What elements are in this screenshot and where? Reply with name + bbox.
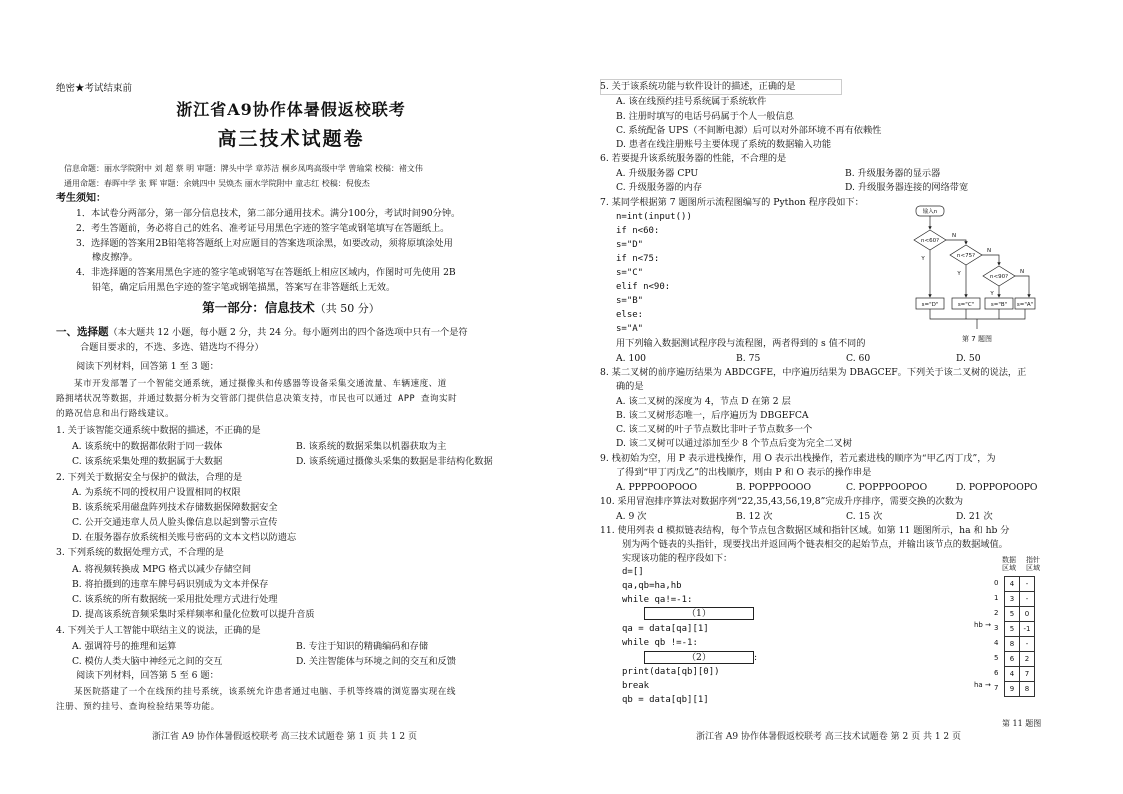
q5-option-a: A. 该在线预约挂号系统属于系统软件 — [616, 96, 767, 107]
q1-option-d: D. 该系统通过摄像头采集的数据是非结构化数据 — [296, 456, 493, 467]
link-ptr-cell: - — [1020, 577, 1035, 592]
q8-option-d: D. 该二叉树可以通过添加至少 8 个节点后变为完全二叉树 — [616, 438, 852, 449]
flow-out-b-label: s="B" — [990, 302, 1008, 308]
q2-option-b: B. 该系统采用磁盘阵列技术存储数据保障数据安全 — [72, 502, 278, 513]
notice-item: 4．非选择题的答案用黑色字迹的签字笔或钢笔写在答题纸上相应区域内，作图时可先使用 2B — [76, 267, 456, 278]
blank-2-colon: : — [754, 652, 758, 663]
read-note-1: 阅读下列材料，回答第 1 至 3 题： — [76, 361, 219, 372]
link-index-label: 5 — [994, 654, 999, 662]
link-ptr-cell: -1 — [1020, 622, 1035, 637]
flow-yes-label: Y — [957, 271, 961, 277]
link-table — [1004, 576, 1035, 697]
flow-out-d-label: s="D" — [921, 302, 939, 308]
question-8-stem-2: 确的是 — [616, 381, 644, 392]
link-ptr-cell: - — [1020, 592, 1035, 607]
section-heading — [56, 326, 468, 339]
q7-code-line: if n<60: — [616, 226, 660, 236]
link-index-label: 1 — [994, 594, 999, 602]
question-9-stem: 9. 栈初始为空，用 P 表示进栈操作，用 O 表示出栈操作，若元素进栈的顺序为“甲乙丙丁戊”，为 — [600, 453, 996, 464]
link-index-label: 4 — [994, 639, 999, 647]
q7-tail: 用下列输入数据测试程序段与流程图，两者得到的 s 值不同的 — [616, 338, 866, 349]
q3-option-c: C. 该系统的所有数据统一采用批处理方式进行处理 — [72, 594, 278, 605]
link-table-row — [1005, 592, 1035, 607]
notice-item: 橡皮擦净。 — [92, 252, 138, 263]
notice-item: 1．本试卷分两部分，第一部分信息技术，第二部分通用技术。满分100分，考试时间90分钟。 — [76, 208, 461, 219]
q8-option-a: A. 该二叉树的深度为 4，节点 D 在第 2 层 — [616, 396, 791, 407]
question-3-stem: 3. 下列系统的数据处理方式，不合理的是 — [56, 547, 224, 558]
link-data-cell: 3 — [1005, 592, 1020, 607]
q8-option-b: B. 该二叉树形态唯一，后序遍历为 DBGEFCA — [616, 410, 809, 421]
ha-pointer — [974, 681, 991, 689]
flow-no-label: N — [1019, 269, 1025, 275]
q7-code-line: if n<75: — [616, 254, 660, 264]
page-2 — [600, 0, 1070, 794]
q7-option-c: C. 60 — [846, 353, 871, 364]
q6-option-b: B. 升级服务器的显示器 — [845, 168, 941, 179]
q11-code-line: break — [622, 681, 650, 691]
q9-option-d: D. POPPOPOOPO — [956, 482, 1038, 493]
passage-line: 路拥堵状况等数据，并通过数据分析为交管部门提供信息决策支持，市民也可以通过 APP 查询实时 — [56, 394, 458, 404]
link-table-row — [1005, 637, 1035, 652]
part-title — [56, 301, 526, 315]
link-index-label: 6 — [994, 669, 999, 677]
link-table-row — [1005, 652, 1035, 667]
passage-line: 注册、预约挂号、查询检验结果等功能。 — [56, 702, 220, 712]
q5-option-b: B. 注册时填写的电话号码属于个人一般信息 — [616, 111, 794, 122]
page-1 — [56, 0, 526, 794]
section-desc-2: 合题目要求的，不选、多选、错选均不得分） — [80, 342, 264, 353]
question-5-stem: 5. 关于该系统功能与软件设计的描述，正确的是 — [600, 81, 796, 92]
exam-title: 浙江省A9协作体暑假返校联考 — [176, 100, 406, 119]
link-index-label: 2 — [994, 609, 999, 617]
part-title-text: 第一部分：信息技术 — [202, 300, 315, 315]
q10-option-d: D. 21 次 — [956, 511, 993, 522]
q9-option-c: C. POPPPOOPOO — [846, 482, 928, 493]
question-8-stem: 8. 某二叉树的前序遍历结果为 ABDCGFE，中序遍历结果为 DBAGCEF。下列关于该二叉树的说法，正 — [600, 367, 1027, 378]
table-caption: 第 11 题图 — [1002, 719, 1042, 728]
section-label: 一、选择题 — [56, 326, 109, 338]
passage-line: 的路况信息和出行路线建议。 — [56, 409, 175, 419]
flow-cond2-label: n<75? — [956, 253, 976, 259]
link-data-cell: 8 — [1005, 637, 1020, 652]
flow-no-label: N — [951, 233, 957, 239]
q7-code-line: n=int(input()) — [616, 212, 692, 222]
q7-code-line: elif n<90: — [616, 282, 671, 292]
flow-cond1-label: n<60? — [920, 238, 940, 244]
ha-label: ha — [974, 681, 983, 689]
question-7-stem: 7. 某同学根据第 7 题图所示流程图编写的 Python 程序段如下： — [600, 197, 864, 208]
q6-option-a: A. 升级服务器 CPU — [616, 168, 699, 179]
link-ptr-cell: 0 — [1020, 607, 1035, 622]
q11-code-line: qb = data[qb][1] — [622, 695, 709, 705]
q8-option-c: C. 该二叉树的叶子节点数比非叶子节点数多一个 — [616, 424, 813, 435]
q7-code-line: else: — [616, 310, 644, 320]
link-index-label: 7 — [994, 684, 999, 692]
q11-link-table-figure — [964, 556, 1054, 728]
link-ptr-cell: - — [1020, 637, 1035, 652]
q1-option-c: C. 该系统采集处理的数据属于大数据 — [72, 456, 223, 467]
flow-no-label: N — [986, 248, 992, 254]
table-head-ptr: 指针 区域 — [1026, 556, 1040, 572]
passage-line: 某市开发部署了一个智能交通系统，通过摄像头和传感器等设备采集交通流量、车辆速度、道 — [74, 379, 447, 389]
section-desc: （本大题共 12 小题，每小题 2 分，共 24 分。每小题列出的四个备选项中只有一个是符 — [108, 327, 468, 338]
question-11-stem: 11. 使用列表 d 模拟链表结构，每个节点包含数据区域和指针区域。如第 11 题图所示，ha 和 hb 分 — [600, 525, 1010, 536]
q4-option-c: C. 模仿人类大脑中神经元之间的交互 — [72, 656, 223, 667]
q11-code-line: qa,qb=ha,hb — [622, 581, 682, 591]
read-note-2: 阅读下列材料，回答第 5 至 6 题： — [76, 670, 219, 681]
link-index-label: 0 — [994, 579, 999, 587]
link-table-row — [1005, 682, 1035, 697]
link-table-row — [1005, 577, 1035, 592]
question-4-stem: 4. 下列关于人工智能中联结主义的说法，正确的是 — [56, 625, 261, 636]
q7-option-d: D. 50 — [956, 353, 981, 364]
q2-option-d: D. 在服务器存放系统相关账号密码的文本文档以防遗忘 — [72, 532, 297, 543]
q4-option-a: A. 强调符号的推理和运算 — [72, 641, 177, 652]
flow-yes-label: Y — [990, 291, 994, 297]
notice-item: 铅笔，确定后用黑色字迹的签字笔或钢笔描黑，答案写在非答题纸上无效。 — [92, 282, 396, 293]
q1-option-a: A. 该系统中的数据都依附于同一载体 — [72, 441, 223, 452]
question-11-stem-3: 实现该功能的程序段如下： — [622, 553, 733, 564]
flow-caption: 第 7 题图 — [962, 335, 992, 343]
link-data-cell: 6 — [1005, 652, 1020, 667]
q11-code-line: while qa!=-1: — [622, 595, 693, 605]
secret-label: 绝密★考试结束前 — [56, 83, 133, 94]
q3-option-b: B. 将拍摄到的违章车牌号码识别成为文本并保存 — [72, 579, 269, 590]
q1-option-b: B. 该系统的数据采集以机器获取为主 — [296, 441, 447, 452]
notice-title: 考生须知： — [56, 193, 106, 204]
question-1-stem: 1. 关于该智能交通系统中数据的描述，不正确的是 — [56, 425, 261, 436]
question-9-stem-2: 了得到“甲丁丙戊乙”的出栈顺序，则由 P 和 O 表示的操作串是 — [616, 467, 872, 478]
link-table-row — [1005, 667, 1035, 682]
link-table-row — [1005, 622, 1035, 637]
q10-option-c: C. 15 次 — [846, 511, 883, 522]
page-footer: 浙江省 A9 协作体暑假返校联考 高三技术试题卷 第 2 页 共 1 2 页 — [696, 732, 962, 742]
table-head-data: 数据 区域 — [1002, 556, 1016, 572]
q5-option-c: C. 系统配备 UPS（不间断电源）后可以对外部环境不再有依赖性 — [616, 125, 882, 136]
link-data-cell: 9 — [1005, 682, 1020, 697]
q11-blank-1 — [644, 607, 754, 620]
question-2-stem: 2. 下列关于数据安全与保护的做法，合理的是 — [56, 472, 243, 483]
q10-option-b: B. 12 次 — [736, 511, 773, 522]
link-data-cell: 4 — [1005, 577, 1020, 592]
link-ptr-cell: 2 — [1020, 652, 1035, 667]
link-ptr-cell: 8 — [1020, 682, 1035, 697]
hb-pointer — [974, 621, 991, 629]
link-table-row — [1005, 607, 1035, 622]
q7-code-line: s="C" — [616, 268, 644, 278]
exam-subtitle: 高三技术试题卷 — [217, 128, 365, 150]
q3-option-d: D. 提高该系统音频采集时采样频率和量化位数可以提升音质 — [72, 609, 315, 620]
hb-label: hb — [974, 621, 983, 629]
flow-yes-label: Y — [921, 256, 925, 262]
link-data-cell: 5 — [1005, 622, 1020, 637]
arrow-right-icon: → — [984, 681, 991, 689]
arrow-right-icon: → — [985, 621, 991, 629]
flow-start-label: 输入n — [922, 209, 938, 215]
flow-cond3-label: n<90? — [989, 274, 1009, 280]
q7-flowchart — [912, 203, 1036, 345]
q11-blank-2 — [644, 651, 757, 664]
flow-out-c-label: s="C" — [957, 302, 975, 308]
q7-code-line: s="D" — [616, 240, 644, 250]
blank-1-box: （1） — [644, 607, 754, 620]
q11-code-line: print(data[qb][0]) — [622, 667, 720, 677]
q11-code-line: while qb !=-1: — [622, 638, 698, 648]
link-data-cell: 5 — [1005, 607, 1020, 622]
notice-item: 2．考生答题前，务必将自己的姓名、准考证号用黑色字迹的签字笔或钢笔填写在答题纸上。 — [76, 223, 450, 234]
staff-line-1: 信息命题：丽水学院附中 刘 超 蔡 明 审题：牌头中学 章苏洁 桐乡凤鸣高级中学 曾瑜棠 校稿：褚文伟 — [64, 164, 423, 173]
notice-item: 3．选择题的答案用2B铅笔将答题纸上对应题目的答案选项涂黑，如要改动，须将原填涂处用 — [76, 238, 453, 249]
flow-out-a-label: s="A" — [1016, 302, 1034, 308]
q10-option-a: A. 9 次 — [616, 511, 647, 522]
question-6-stem: 6. 若要提升该系统服务器的性能，不合理的是 — [600, 153, 787, 164]
q7-option-b: B. 75 — [736, 353, 761, 364]
q6-option-d: D. 升级服务器连接的网络带宽 — [845, 182, 969, 193]
q2-option-c: C. 公开交通违章人员人脸头像信息以起到警示宣传 — [72, 517, 278, 528]
q9-option-a: A. PPPPOOPOOO — [616, 482, 698, 493]
page-footer: 浙江省 A9 协作体暑假返校联考 高三技术试题卷 第 1 页 共 1 2 页 — [152, 732, 418, 742]
q11-code-line: qa = data[qa][1] — [622, 624, 709, 634]
part-score: （共 50 分） — [314, 302, 380, 315]
q4-option-d: D. 关注智能体与环境之间的交互和反馈 — [296, 656, 456, 667]
q7-option-a: A. 100 — [616, 353, 647, 364]
question-10-stem: 10. 采用冒泡排序算法对数据序列“22,35,43,56,19,8”完成升序排序，需要交换的次数为 — [600, 496, 964, 507]
link-index-label: 3 — [994, 624, 999, 632]
q4-option-b: B. 专注于知识的精确编码和存储 — [296, 641, 429, 652]
q11-code-line: d=[] — [622, 567, 644, 577]
q5-option-d: D. 患者在线注册账号主要体现了系统的数据输入功能 — [616, 139, 832, 150]
q7-code-line: s="A" — [616, 324, 644, 334]
blank-2-box: （2） — [644, 651, 754, 664]
q9-option-b: B. POPPPOOOO — [736, 482, 811, 493]
question-11-stem-2: 别为两个链表的头指针，现要找出并返回两个链表相交的起始节点，并输出该节点的数据域值。 — [622, 539, 1008, 550]
q3-option-a: A. 将视频转换成 MPG 格式以减少存储空间 — [72, 564, 252, 575]
link-ptr-cell: 7 — [1020, 667, 1035, 682]
passage-line: 某医院搭建了一个在线预约挂号系统，该系统允许患者通过电脑、手机等终端的浏览器实现在线 — [74, 687, 456, 697]
q6-option-c: C. 升级服务器的内存 — [616, 182, 703, 193]
q2-option-a: A. 为系统不同的授权用户设置相同的权限 — [72, 487, 241, 498]
staff-line-2: 通用命题：春晖中学 张 辉 审题：余姚四中 吴焕杰 丽水学院附中 童志红 校稿：倪俊杰 — [64, 179, 370, 188]
q7-code-line: s="B" — [616, 296, 644, 306]
link-data-cell: 4 — [1005, 667, 1020, 682]
